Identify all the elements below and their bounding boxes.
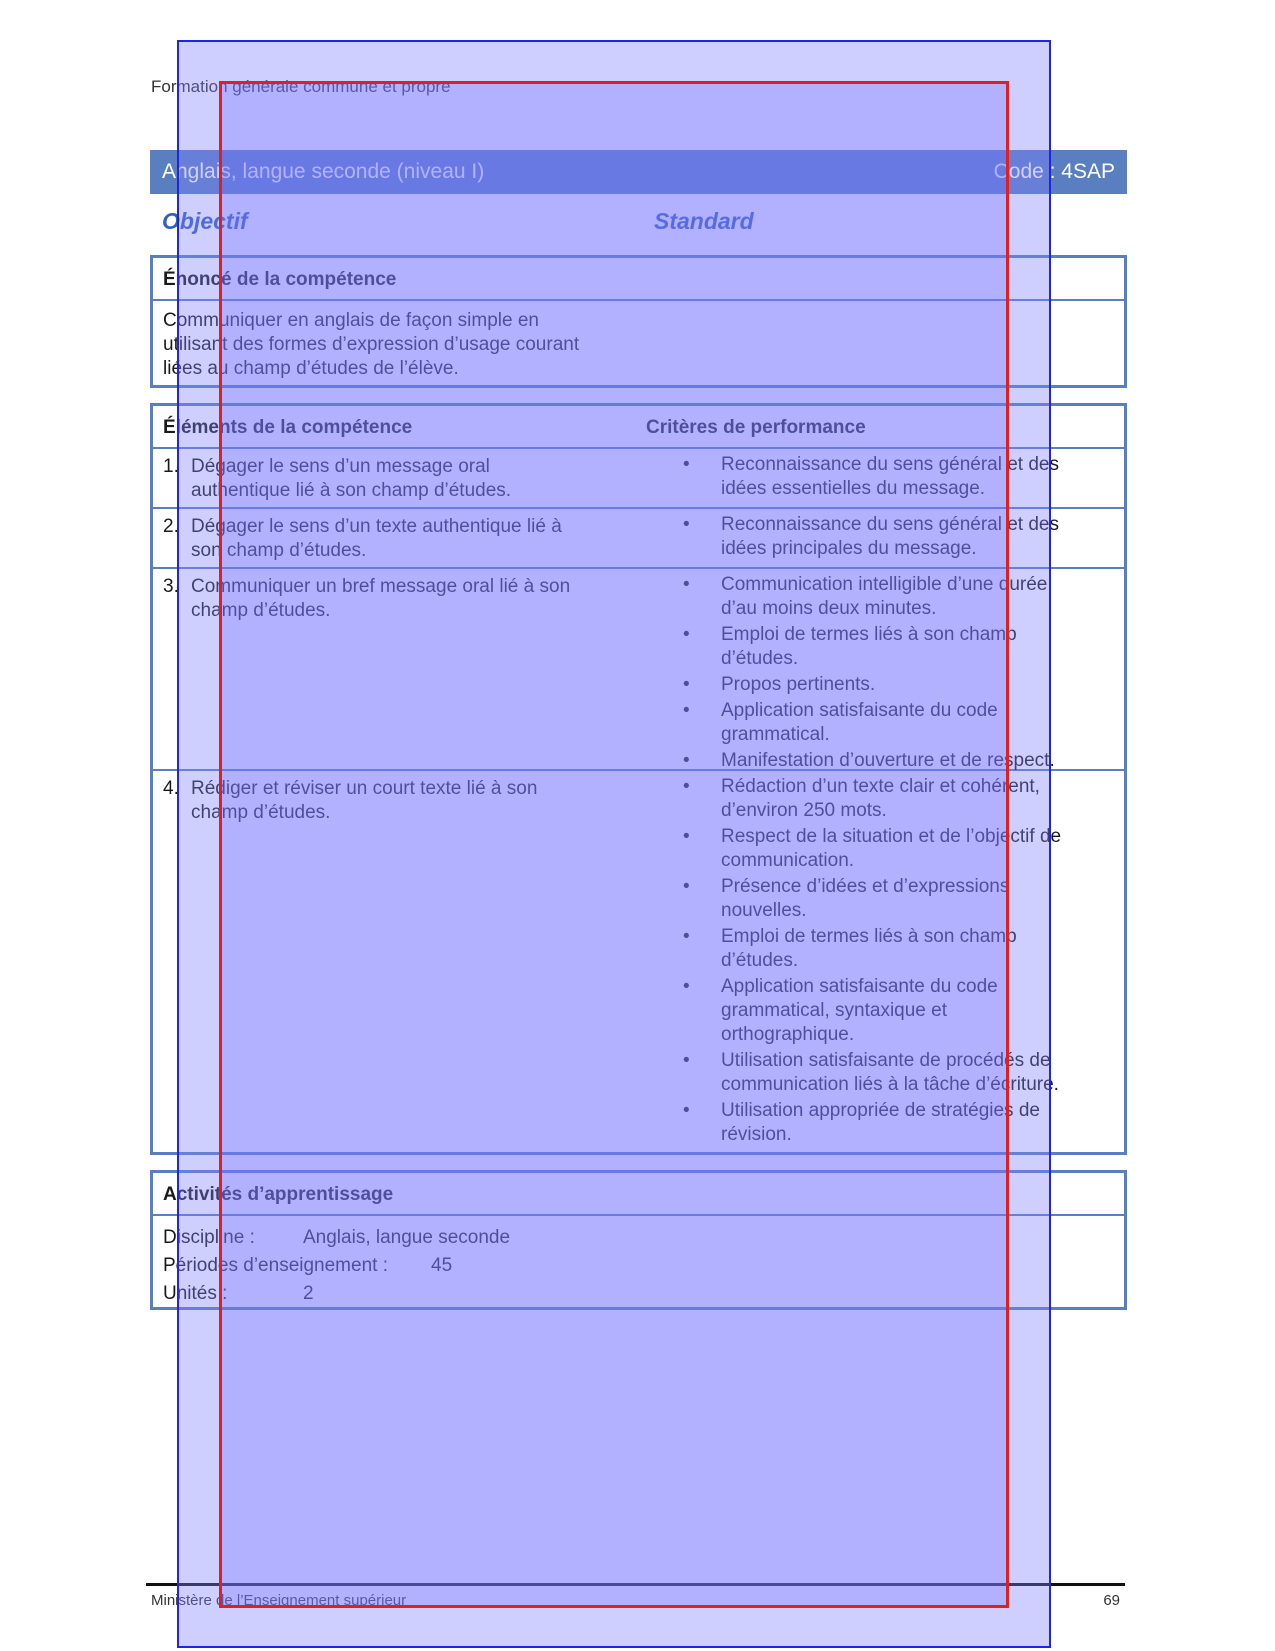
element-line: Dégager le sens d’un message oral: [191, 456, 490, 477]
criterion-line: Communication intelligible d’une durée: [721, 574, 1048, 595]
criterion-item: [683, 975, 1093, 1047]
criterion-item: [683, 513, 1093, 561]
criteria-list: [683, 573, 1093, 775]
criterion-line: idées principales du message.: [721, 538, 977, 559]
periodes-row: [163, 1252, 1114, 1280]
element-row: [153, 509, 1124, 569]
course-title: Anglais, langue seconde (niveau I): [162, 160, 485, 183]
element-text: [163, 777, 633, 825]
enonce-line: Communiquer en anglais de façon simple en: [163, 310, 539, 331]
element-line: authentique lié à son champ d’études.: [191, 480, 512, 501]
criterion-item: [683, 825, 1093, 873]
bullet-icon: •: [683, 454, 690, 475]
criterion-line: d’études.: [721, 648, 799, 669]
running-header: Formation générale commune et propre: [151, 77, 451, 96]
element-line: Dégager le sens d’un texte authentique lié à: [191, 516, 562, 537]
criterion-line: Utilisation appropriée de stratégies de: [721, 1100, 1040, 1121]
discipline-row: [163, 1224, 1114, 1252]
criterion-line: Application satisfaisante du code: [721, 976, 998, 997]
element-number: 2.: [163, 516, 179, 537]
element-text: [163, 515, 633, 563]
elements-header: [153, 406, 1124, 449]
criterion-item: [683, 749, 1093, 773]
element-line: Communiquer un bref message oral lié à son: [191, 576, 571, 597]
discipline-label: Discipline :: [163, 1227, 255, 1248]
element-line: champ d’études.: [191, 600, 331, 621]
elements-rows: [153, 449, 1124, 1151]
bullet-icon: •: [683, 826, 690, 847]
criterion-line: grammatical, syntaxique et: [721, 1000, 947, 1021]
criteres-heading: Critères de performance: [646, 417, 866, 438]
element-line: champ d’études.: [191, 802, 331, 823]
criterion-line: Reconnaissance du sens général et des: [721, 514, 1060, 535]
enonce-box: [150, 255, 1127, 388]
enonce-line: liées au champ d’études de l’élève.: [163, 358, 459, 379]
bullet-icon: •: [683, 514, 690, 535]
footer-rule: [146, 1583, 1125, 1586]
bullet-icon: •: [683, 876, 690, 897]
bullet-icon: •: [683, 926, 690, 947]
page-number: 69: [1103, 1592, 1120, 1609]
enonce-heading: Énoncé de la compétence: [153, 258, 1124, 301]
criterion-line: communication.: [721, 850, 855, 871]
criterion-line: Application satisfaisante du code: [721, 700, 998, 721]
elements-heading: Éléments de la compétence: [163, 417, 413, 438]
criterion-item: [683, 699, 1093, 747]
criterion-line: Reconnaissance du sens général et des: [721, 454, 1060, 475]
criterion-item: [683, 1099, 1093, 1147]
criterion-item: [683, 623, 1093, 671]
bullet-icon: •: [683, 574, 690, 595]
periodes-label: Périodes d’enseignement :: [163, 1255, 388, 1276]
criterion-line: communication liés à la tâche d’écriture.: [721, 1074, 1059, 1095]
activites-box: [150, 1170, 1127, 1310]
criteria-list: [683, 513, 1093, 563]
criterion-line: d’au moins deux minutes.: [721, 598, 937, 619]
enonce-body: [153, 301, 1124, 389]
criterion-item: [683, 875, 1093, 923]
element-text: [163, 575, 633, 623]
bullet-icon: •: [683, 750, 690, 771]
criteria-list: [683, 775, 1093, 1149]
criterion-line: d’environ 250 mots.: [721, 800, 887, 821]
activites-heading: Activités d’apprentissage: [153, 1173, 1124, 1216]
criterion-line: Emploi de termes liés à son champ: [721, 624, 1017, 645]
activites-body: [153, 1216, 1124, 1316]
element-row: [153, 771, 1124, 1151]
element-text: [163, 455, 633, 503]
criterion-line: révision.: [721, 1124, 792, 1145]
element-number: 3.: [163, 576, 179, 597]
unites-value: 2: [303, 1283, 314, 1304]
element-row: [153, 569, 1124, 771]
bullet-icon: •: [683, 776, 690, 797]
objective-standard-row: [162, 208, 1112, 235]
course-code: Code : 4SAP: [993, 160, 1115, 183]
criterion-line: Emploi de termes liés à son champ: [721, 926, 1017, 947]
element-line: Rédiger et réviser un court texte lié à son: [191, 778, 538, 799]
criterion-line: Manifestation d’ouverture et de respect.: [721, 750, 1055, 771]
enonce-line: utilisant des formes d’expression d’usage courant: [163, 334, 580, 355]
discipline-value: Anglais, langue seconde: [303, 1227, 511, 1248]
element-number: 4.: [163, 778, 179, 799]
bullet-icon: •: [683, 624, 690, 645]
elements-box: [150, 403, 1127, 1155]
standard-label: Standard: [654, 208, 754, 234]
unites-label: Unités :: [163, 1283, 228, 1304]
bullet-icon: •: [683, 976, 690, 997]
criterion-line: Propos pertinents.: [721, 674, 876, 695]
criterion-line: Respect de la situation et de l’objectif de: [721, 826, 1062, 847]
criterion-line: nouvelles.: [721, 900, 807, 921]
criterion-line: Rédaction d’un texte clair et cohérent,: [721, 776, 1040, 797]
criterion-line: d’études.: [721, 950, 799, 971]
criterion-line: orthographique.: [721, 1024, 855, 1045]
criterion-item: [683, 573, 1093, 621]
footer-ministry: Ministère de l’Enseignement supérieur: [151, 1592, 407, 1609]
objectif-label: Objectif: [162, 208, 248, 234]
criterion-line: Utilisation satisfaisante de procédés de: [721, 1050, 1051, 1071]
bullet-icon: •: [683, 1050, 690, 1071]
element-line: son champ d’études.: [191, 540, 367, 561]
criterion-item: [683, 673, 1093, 697]
criterion-item: [683, 453, 1093, 501]
element-number: 1.: [163, 456, 179, 477]
bullet-icon: •: [683, 674, 690, 695]
bullet-icon: •: [683, 1100, 690, 1121]
bullet-icon: •: [683, 700, 690, 721]
title-bar: [150, 150, 1127, 194]
unites-row: [163, 1280, 1114, 1308]
criterion-line: grammatical.: [721, 724, 830, 745]
criterion-line: idées essentielles du message.: [721, 478, 986, 499]
criterion-item: [683, 1049, 1093, 1097]
periodes-value: 45: [431, 1255, 453, 1276]
criterion-item: [683, 925, 1093, 973]
criterion-line: Présence d’idées et d’expressions: [721, 876, 1010, 897]
criterion-item: [683, 775, 1093, 823]
element-row: [153, 449, 1124, 509]
criteria-list: [683, 453, 1093, 503]
